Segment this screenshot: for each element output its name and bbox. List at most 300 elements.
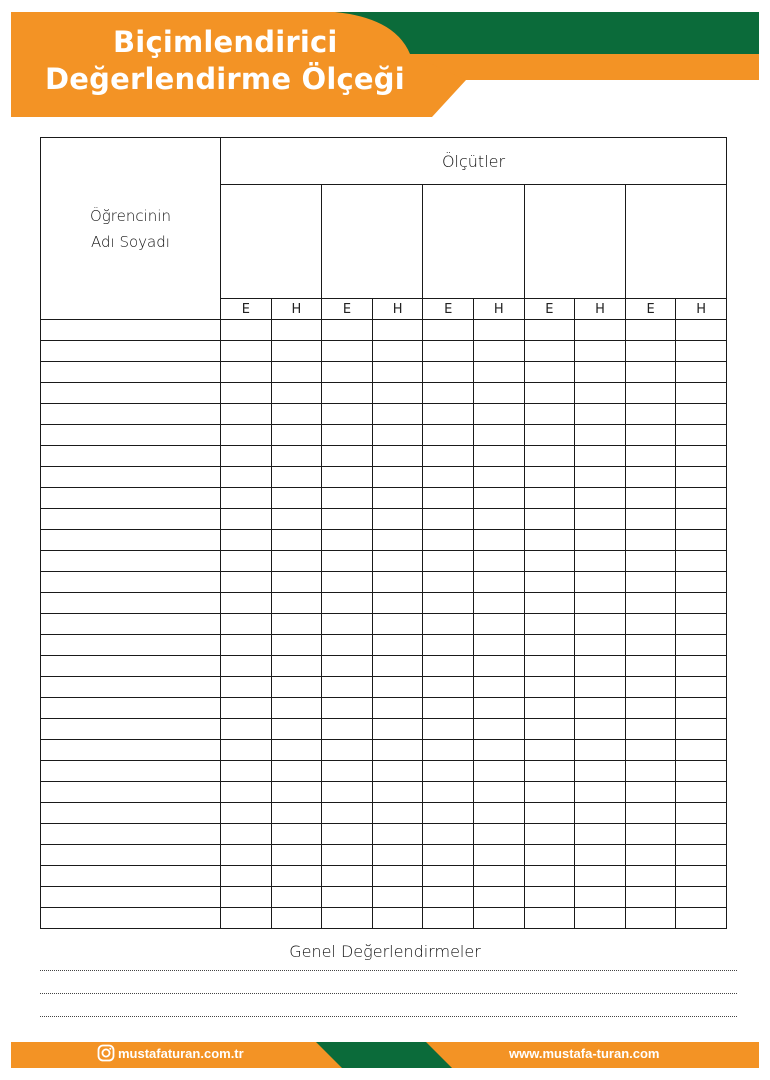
student-name-cell[interactable] [41,551,221,572]
mark-cell[interactable] [271,530,322,551]
mark-cell[interactable] [322,320,373,341]
criterion-cell[interactable] [322,185,423,299]
mark-cell[interactable] [423,488,474,509]
mark-cell[interactable] [221,383,272,404]
student-name-cell[interactable] [41,425,221,446]
mark-cell[interactable] [473,467,524,488]
mark-cell[interactable] [271,320,322,341]
student-name-cell[interactable] [41,908,221,929]
mark-cell[interactable] [625,761,676,782]
mark-cell[interactable] [423,887,474,908]
mark-cell[interactable] [625,782,676,803]
mark-cell[interactable] [524,404,575,425]
mark-cell[interactable] [676,635,727,656]
mark-cell[interactable] [372,530,423,551]
mark-cell[interactable] [524,320,575,341]
mark-cell[interactable] [221,824,272,845]
mark-cell[interactable] [473,593,524,614]
mark-cell[interactable] [221,320,272,341]
mark-cell[interactable] [473,761,524,782]
mark-cell[interactable] [625,866,676,887]
student-name-cell[interactable] [41,635,221,656]
mark-cell[interactable] [221,635,272,656]
mark-cell[interactable] [473,341,524,362]
mark-cell[interactable] [524,593,575,614]
mark-cell[interactable] [221,446,272,467]
mark-cell[interactable] [625,446,676,467]
student-name-cell[interactable] [41,887,221,908]
mark-cell[interactable] [524,362,575,383]
student-name-cell[interactable] [41,467,221,488]
mark-cell[interactable] [676,404,727,425]
mark-cell[interactable] [473,320,524,341]
mark-cell[interactable] [524,383,575,404]
mark-cell[interactable] [322,530,373,551]
mark-cell[interactable] [575,698,626,719]
mark-cell[interactable] [322,866,373,887]
mark-cell[interactable] [473,719,524,740]
mark-cell[interactable] [271,488,322,509]
mark-cell[interactable] [221,908,272,929]
criterion-cell[interactable] [423,185,524,299]
mark-cell[interactable] [473,362,524,383]
mark-cell[interactable] [524,488,575,509]
mark-cell[interactable] [676,425,727,446]
mark-cell[interactable] [322,467,373,488]
mark-cell[interactable] [524,425,575,446]
mark-cell[interactable] [676,719,727,740]
mark-cell[interactable] [372,719,423,740]
mark-cell[interactable] [625,572,676,593]
mark-cell[interactable] [372,740,423,761]
mark-cell[interactable] [322,509,373,530]
mark-cell[interactable] [372,551,423,572]
mark-cell[interactable] [575,551,626,572]
mark-cell[interactable] [524,782,575,803]
mark-cell[interactable] [524,551,575,572]
mark-cell[interactable] [221,425,272,446]
mark-cell[interactable] [524,614,575,635]
mark-cell[interactable] [372,908,423,929]
mark-cell[interactable] [625,530,676,551]
mark-cell[interactable] [575,866,626,887]
mark-cell[interactable] [524,803,575,824]
mark-cell[interactable] [676,467,727,488]
mark-cell[interactable] [372,362,423,383]
mark-cell[interactable] [221,677,272,698]
mark-cell[interactable] [676,383,727,404]
mark-cell[interactable] [524,509,575,530]
mark-cell[interactable] [575,530,626,551]
mark-cell[interactable] [423,362,474,383]
student-name-cell[interactable] [41,509,221,530]
mark-cell[interactable] [322,593,373,614]
mark-cell[interactable] [473,488,524,509]
mark-cell[interactable] [423,593,474,614]
mark-cell[interactable] [221,593,272,614]
mark-cell[interactable] [423,341,474,362]
mark-cell[interactable] [676,782,727,803]
mark-cell[interactable] [322,425,373,446]
criterion-cell[interactable] [221,185,322,299]
mark-cell[interactable] [271,698,322,719]
mark-cell[interactable] [271,908,322,929]
mark-cell[interactable] [575,509,626,530]
student-name-cell[interactable] [41,341,221,362]
mark-cell[interactable] [473,845,524,866]
mark-cell[interactable] [524,761,575,782]
mark-cell[interactable] [575,383,626,404]
mark-cell[interactable] [221,803,272,824]
student-name-cell[interactable] [41,530,221,551]
student-name-cell[interactable] [41,782,221,803]
mark-cell[interactable] [625,824,676,845]
mark-cell[interactable] [372,635,423,656]
mark-cell[interactable] [575,572,626,593]
mark-cell[interactable] [473,614,524,635]
mark-cell[interactable] [322,698,373,719]
mark-cell[interactable] [625,383,676,404]
mark-cell[interactable] [575,719,626,740]
mark-cell[interactable] [625,845,676,866]
mark-cell[interactable] [322,404,373,425]
mark-cell[interactable] [271,740,322,761]
mark-cell[interactable] [524,887,575,908]
mark-cell[interactable] [271,614,322,635]
mark-cell[interactable] [625,635,676,656]
dotted-writing-line[interactable] [40,970,737,971]
mark-cell[interactable] [372,698,423,719]
mark-cell[interactable] [423,803,474,824]
student-name-cell[interactable] [41,362,221,383]
mark-cell[interactable] [524,866,575,887]
mark-cell[interactable] [473,740,524,761]
mark-cell[interactable] [625,551,676,572]
mark-cell[interactable] [271,467,322,488]
mark-cell[interactable] [473,383,524,404]
mark-cell[interactable] [372,383,423,404]
student-name-cell[interactable] [41,803,221,824]
mark-cell[interactable] [221,341,272,362]
mark-cell[interactable] [372,425,423,446]
mark-cell[interactable] [575,614,626,635]
student-name-cell[interactable] [41,593,221,614]
mark-cell[interactable] [473,887,524,908]
mark-cell[interactable] [524,572,575,593]
mark-cell[interactable] [423,530,474,551]
mark-cell[interactable] [372,341,423,362]
student-name-cell[interactable] [41,404,221,425]
student-name-cell[interactable] [41,677,221,698]
mark-cell[interactable] [676,530,727,551]
instagram-handle[interactable]: mustafaturan.com.tr [118,1046,244,1061]
mark-cell[interactable] [322,341,373,362]
mark-cell[interactable] [271,362,322,383]
mark-cell[interactable] [423,509,474,530]
mark-cell[interactable] [322,803,373,824]
mark-cell[interactable] [676,677,727,698]
dotted-writing-line[interactable] [40,993,737,994]
mark-cell[interactable] [625,404,676,425]
mark-cell[interactable] [625,467,676,488]
mark-cell[interactable] [322,488,373,509]
mark-cell[interactable] [271,761,322,782]
mark-cell[interactable] [372,488,423,509]
mark-cell[interactable] [322,824,373,845]
mark-cell[interactable] [271,866,322,887]
mark-cell[interactable] [575,845,626,866]
mark-cell[interactable] [221,530,272,551]
mark-cell[interactable] [575,446,626,467]
mark-cell[interactable] [322,614,373,635]
mark-cell[interactable] [423,467,474,488]
mark-cell[interactable] [473,824,524,845]
student-name-cell[interactable] [41,614,221,635]
mark-cell[interactable] [524,446,575,467]
mark-cell[interactable] [575,761,626,782]
student-name-cell[interactable] [41,740,221,761]
mark-cell[interactable] [221,761,272,782]
mark-cell[interactable] [271,803,322,824]
mark-cell[interactable] [625,488,676,509]
mark-cell[interactable] [271,635,322,656]
mark-cell[interactable] [221,782,272,803]
mark-cell[interactable] [524,677,575,698]
mark-cell[interactable] [372,446,423,467]
mark-cell[interactable] [372,782,423,803]
mark-cell[interactable] [524,656,575,677]
mark-cell[interactable] [271,383,322,404]
mark-cell[interactable] [676,845,727,866]
mark-cell[interactable] [322,677,373,698]
mark-cell[interactable] [676,866,727,887]
mark-cell[interactable] [423,320,474,341]
mark-cell[interactable] [372,761,423,782]
mark-cell[interactable] [575,740,626,761]
mark-cell[interactable] [423,866,474,887]
mark-cell[interactable] [221,656,272,677]
mark-cell[interactable] [372,404,423,425]
mark-cell[interactable] [322,362,373,383]
mark-cell[interactable] [271,572,322,593]
mark-cell[interactable] [372,677,423,698]
mark-cell[interactable] [625,593,676,614]
mark-cell[interactable] [524,467,575,488]
mark-cell[interactable] [473,404,524,425]
criterion-cell[interactable] [625,185,726,299]
mark-cell[interactable] [423,782,474,803]
mark-cell[interactable] [423,404,474,425]
mark-cell[interactable] [676,446,727,467]
mark-cell[interactable] [625,320,676,341]
mark-cell[interactable] [575,824,626,845]
student-name-cell[interactable] [41,656,221,677]
mark-cell[interactable] [372,593,423,614]
mark-cell[interactable] [625,656,676,677]
student-name-cell[interactable] [41,761,221,782]
mark-cell[interactable] [423,740,474,761]
mark-cell[interactable] [625,362,676,383]
mark-cell[interactable] [676,341,727,362]
mark-cell[interactable] [271,719,322,740]
mark-cell[interactable] [423,677,474,698]
mark-cell[interactable] [372,467,423,488]
mark-cell[interactable] [322,908,373,929]
mark-cell[interactable] [575,320,626,341]
mark-cell[interactable] [423,845,474,866]
mark-cell[interactable] [524,908,575,929]
mark-cell[interactable] [473,551,524,572]
mark-cell[interactable] [625,614,676,635]
mark-cell[interactable] [676,887,727,908]
mark-cell[interactable] [271,887,322,908]
mark-cell[interactable] [524,341,575,362]
mark-cell[interactable] [473,530,524,551]
mark-cell[interactable] [372,614,423,635]
mark-cell[interactable] [473,803,524,824]
mark-cell[interactable] [676,656,727,677]
mark-cell[interactable] [221,362,272,383]
student-name-cell[interactable] [41,320,221,341]
mark-cell[interactable] [372,803,423,824]
mark-cell[interactable] [221,614,272,635]
mark-cell[interactable] [473,572,524,593]
mark-cell[interactable] [271,446,322,467]
mark-cell[interactable] [575,803,626,824]
mark-cell[interactable] [625,341,676,362]
mark-cell[interactable] [322,551,373,572]
student-name-cell[interactable] [41,824,221,845]
mark-cell[interactable] [524,845,575,866]
mark-cell[interactable] [524,698,575,719]
mark-cell[interactable] [423,551,474,572]
mark-cell[interactable] [221,845,272,866]
mark-cell[interactable] [322,635,373,656]
mark-cell[interactable] [372,320,423,341]
mark-cell[interactable] [322,446,373,467]
mark-cell[interactable] [221,551,272,572]
mark-cell[interactable] [473,698,524,719]
mark-cell[interactable] [575,404,626,425]
mark-cell[interactable] [271,824,322,845]
mark-cell[interactable] [676,761,727,782]
mark-cell[interactable] [423,446,474,467]
mark-cell[interactable] [372,866,423,887]
mark-cell[interactable] [524,635,575,656]
mark-cell[interactable] [676,698,727,719]
mark-cell[interactable] [423,656,474,677]
mark-cell[interactable] [271,656,322,677]
mark-cell[interactable] [473,425,524,446]
mark-cell[interactable] [372,572,423,593]
mark-cell[interactable] [372,887,423,908]
mark-cell[interactable] [575,488,626,509]
mark-cell[interactable] [423,635,474,656]
mark-cell[interactable] [676,488,727,509]
mark-cell[interactable] [271,845,322,866]
mark-cell[interactable] [221,488,272,509]
mark-cell[interactable] [221,887,272,908]
dotted-writing-line[interactable] [40,1016,737,1017]
student-name-cell[interactable] [41,572,221,593]
mark-cell[interactable] [423,824,474,845]
mark-cell[interactable] [271,782,322,803]
mark-cell[interactable] [322,740,373,761]
mark-cell[interactable] [676,572,727,593]
mark-cell[interactable] [575,362,626,383]
mark-cell[interactable] [221,572,272,593]
mark-cell[interactable] [676,803,727,824]
mark-cell[interactable] [322,887,373,908]
mark-cell[interactable] [322,719,373,740]
criterion-cell[interactable] [524,185,625,299]
mark-cell[interactable] [473,635,524,656]
mark-cell[interactable] [676,740,727,761]
mark-cell[interactable] [676,593,727,614]
mark-cell[interactable] [575,656,626,677]
mark-cell[interactable] [221,740,272,761]
mark-cell[interactable] [575,887,626,908]
mark-cell[interactable] [676,551,727,572]
mark-cell[interactable] [221,404,272,425]
mark-cell[interactable] [271,551,322,572]
mark-cell[interactable] [575,677,626,698]
mark-cell[interactable] [423,383,474,404]
mark-cell[interactable] [473,656,524,677]
student-name-cell[interactable] [41,719,221,740]
mark-cell[interactable] [473,677,524,698]
mark-cell[interactable] [575,341,626,362]
mark-cell[interactable] [221,866,272,887]
student-name-cell[interactable] [41,488,221,509]
mark-cell[interactable] [322,383,373,404]
mark-cell[interactable] [423,908,474,929]
mark-cell[interactable] [473,866,524,887]
mark-cell[interactable] [322,761,373,782]
mark-cell[interactable] [271,341,322,362]
mark-cell[interactable] [322,572,373,593]
mark-cell[interactable] [423,614,474,635]
mark-cell[interactable] [372,845,423,866]
student-name-cell[interactable] [41,383,221,404]
mark-cell[interactable] [322,782,373,803]
mark-cell[interactable] [676,614,727,635]
student-name-cell[interactable] [41,866,221,887]
mark-cell[interactable] [423,698,474,719]
student-name-cell[interactable] [41,446,221,467]
mark-cell[interactable] [423,761,474,782]
mark-cell[interactable] [625,698,676,719]
mark-cell[interactable] [423,572,474,593]
mark-cell[interactable] [473,509,524,530]
mark-cell[interactable] [575,593,626,614]
mark-cell[interactable] [322,845,373,866]
student-name-cell[interactable] [41,845,221,866]
mark-cell[interactable] [575,782,626,803]
mark-cell[interactable] [524,719,575,740]
mark-cell[interactable] [271,677,322,698]
mark-cell[interactable] [221,467,272,488]
mark-cell[interactable] [625,509,676,530]
mark-cell[interactable] [423,425,474,446]
mark-cell[interactable] [524,740,575,761]
mark-cell[interactable] [625,719,676,740]
mark-cell[interactable] [372,656,423,677]
mark-cell[interactable] [676,908,727,929]
mark-cell[interactable] [524,824,575,845]
mark-cell[interactable] [575,635,626,656]
mark-cell[interactable] [473,782,524,803]
